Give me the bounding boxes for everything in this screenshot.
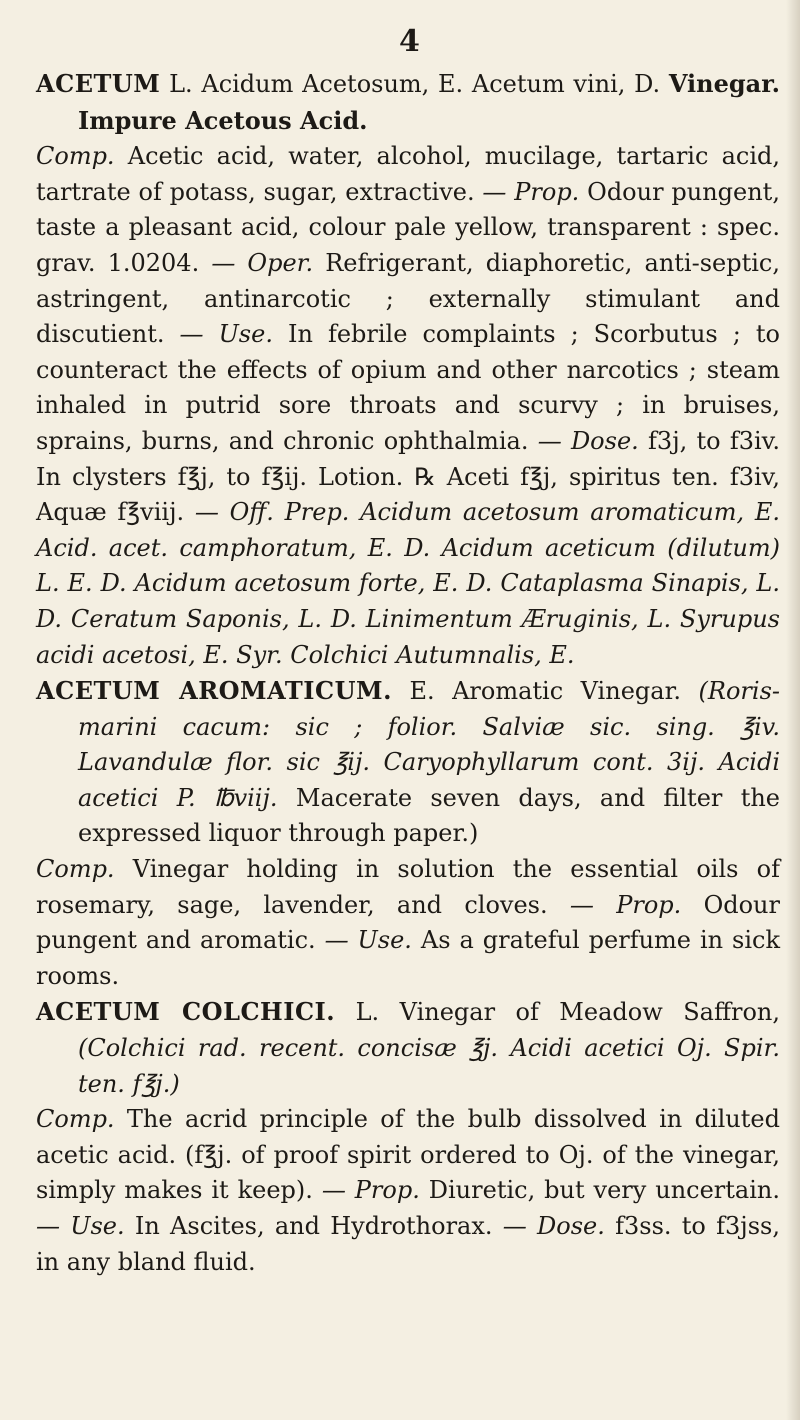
comp-text: Acetic acid, water, alcohol, mucilage, tartaric acid, tartrate of potass, sugar, extractive. bbox=[36, 142, 780, 206]
composition-colchici bbox=[36, 1102, 780, 1280]
pharmacopoeia-abbr: E. bbox=[438, 70, 464, 98]
prop-text: Odour pungent, taste a pleasant acid, colour pale yellow, transparent : spec. grav. 1.0204. bbox=[36, 177, 780, 277]
dose-text: f3j, to f3iv. In clysters f℥j, to f℥ij. bbox=[36, 426, 781, 491]
page-content bbox=[36, 66, 780, 1280]
pharmacopoeia-abbr: D. bbox=[634, 70, 661, 98]
recipe-text: (Colchici rad. recent. concisæ ℥j. Acidi acetici Oj. Spir. ten. f℥j.) bbox=[78, 1034, 780, 1098]
latin-name: Acidum Acetosum, bbox=[201, 70, 430, 98]
latin-name: Acetum vini, bbox=[471, 70, 626, 98]
pharmacopoeia-abbr: L. bbox=[169, 70, 193, 98]
pharmacopoeia-abbr: E. bbox=[409, 677, 435, 706]
entry-acetum-aromaticum bbox=[36, 673, 780, 852]
composition-aromaticum bbox=[36, 852, 780, 994]
recipe-instructions: Macerate seven days, and filter the expressed liquor through paper.) bbox=[78, 783, 780, 848]
oper-label: — Oper. bbox=[211, 248, 314, 277]
prop-label: — Prop. bbox=[569, 890, 682, 919]
comp-text: Vinegar holding in solution the essential oils of rosemary, sage, lavender, and cloves. bbox=[36, 855, 780, 919]
prop-text: Odour pungent and aromatic. bbox=[36, 890, 780, 955]
use-label: — Use. bbox=[324, 926, 412, 955]
lotion-text: Lotion. ℞ Aceti f℥j, spiritus ten. f3iv, Aquæ f℥viij. bbox=[36, 462, 780, 527]
comp-text: The acrid principle of the bulb dissolved in diluted acetic acid. (f℥j. of proof spirit ordered to Oj. of the vinegar, simply makes it keep). bbox=[36, 1105, 780, 1205]
pharmacopoeia-abbr: L. bbox=[355, 998, 380, 1027]
english-name: Aromatic Vinegar. bbox=[452, 677, 682, 706]
composition-acetum bbox=[36, 139, 780, 673]
oper-text: Refrigerant, diaphoretic, anti-septic, astringent, antinarcotic ; externally stimulant and discutient. bbox=[36, 248, 780, 349]
off-prep-text: Acidum acetosum aromaticum, E. Acid. acet. camphoratum, E. D. Acidum aceticum (dilutum) L. E. D. Acidum acetosum forte, E. D. Cataplasma Sinapis, L. D. Ceratum Saponis, L. D. Linimentum Æruginis, L. Syrupus acidi acetosi, E. Syr. Colchici Autumnalis, E. bbox=[36, 498, 780, 669]
use-text: As a grateful perfume in sick rooms. bbox=[36, 926, 781, 990]
recipe-text: (Roris-marini cacum: sic ; folior. Salviæ sic. sing. ℥iv. Lavandulæ flor. sic ℥ij. Caryophyllarum cont. 3ij. Acidi acetici P. ℔viij. bbox=[78, 677, 780, 812]
prop-text: Diuretic, but very uncertain. bbox=[428, 1176, 780, 1205]
dose-label: — Dose. bbox=[537, 426, 639, 455]
entry-acetum bbox=[36, 66, 780, 139]
page-edge-shadow bbox=[786, 0, 800, 1420]
english-name: Vinegar of Meadow Saffron, bbox=[399, 998, 781, 1027]
use-label: — Use. bbox=[179, 320, 273, 349]
prop-label: — Prop. bbox=[482, 177, 580, 206]
comp-label: Comp. bbox=[36, 855, 115, 884]
prop-label: — Prop. bbox=[321, 1176, 420, 1205]
dose-label: — Dose. bbox=[502, 1212, 605, 1240]
page-number: 4 bbox=[399, 24, 420, 59]
use-label: — Use. bbox=[36, 1212, 125, 1240]
comp-label: Comp. bbox=[36, 142, 115, 171]
off-prep-label: — Off. Prep. bbox=[194, 498, 350, 527]
comp-label: Comp. bbox=[36, 1105, 115, 1134]
dose-text: f3ss. to f3jss, in any bland fluid. bbox=[36, 1212, 780, 1276]
use-text: In febrile complaints ; Scorbutus ; to counteract the effects of opium and other narcotics ; steam inhaled in putrid sore throats and scurvy ; in bruises, sprains, burns, and chronic ophthalmia. bbox=[36, 320, 780, 455]
entry-head: ACETUM bbox=[36, 69, 161, 98]
entry-acetum-colchici bbox=[36, 994, 780, 1102]
entry-head: ACETUM COLCHICI. bbox=[36, 997, 336, 1027]
english-name: Vinegar. Impure Acetous Acid. bbox=[78, 69, 780, 135]
use-text: In Ascites, and Hydrothorax. bbox=[134, 1212, 493, 1240]
entry-head: ACETUM AROMATICUM. bbox=[36, 676, 392, 706]
